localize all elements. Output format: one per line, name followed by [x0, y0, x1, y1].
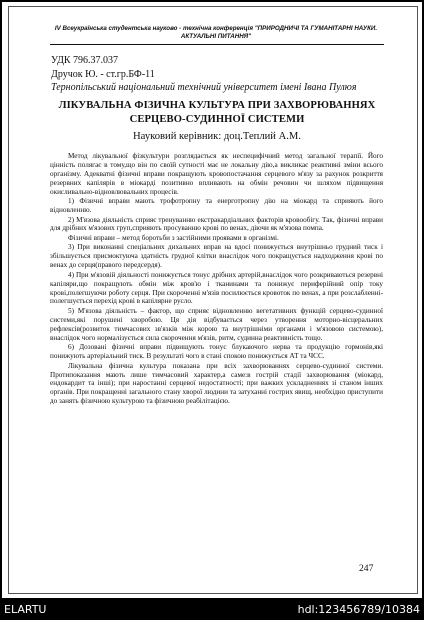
article-body: [50, 152, 383, 407]
conference-header-line1: IV Всеукраїнська студентська науково - технічна конференція "ПРИРОДНИЧІ ТА ГУМАНІТАРНІ НАУКИ.: [54, 25, 378, 32]
paragraph: 2) М'язова діяльність сприяє тренуванню екстракардіальних факторів кровообігу. Так, фізичні вправи для дрібних м'язових груп,сприяють просуванню крові по венах, діючи як м'язова помпа.: [50, 215, 383, 233]
header-divider: [50, 44, 384, 45]
repository-name: ELARTU: [4, 603, 47, 616]
document-viewer[interactable]: [2, 2, 422, 598]
handle-identifier: hdl:123456789/10384: [297, 603, 420, 616]
status-bar: [0, 600, 424, 620]
conference-header: [48, 25, 384, 41]
paragraph: 3) При виконанні спеціальних дихальних вправ на вдосі понижується внутрішньо грудний тиск і збільшується присмоктуюча здатність грудної клітки внаслідок чого покращується надходження крові по венах до серця(правого передсердя).: [50, 243, 383, 270]
paragraph: 4) При м'язовій діяльності понижується тонус дрібних артерій,внаслідок чого розкриваються резервні капіляри,що покращують обмін між кров'ю і тканинами та понижує периферійний опір току крові,полегшуючи роботу серця. При скороченні м'язів посилюється кровоток по венах, а при розслабленні-полегшується перехід крові в капілярне русло.: [50, 270, 383, 306]
university-line: Тернопільський національний технічний університет імені Івана Пулюя: [51, 82, 357, 93]
paragraph: 6) Дозовані фізичні вправи підвищують тонус блукаючого нерва та продукцію гормонів,які понижують артеріальний тиск. В результаті чого в стані спокою понижується АТ та ЧСС.: [50, 343, 383, 361]
paragraph: 5) М'язова діяльність – фактор, що сприяє відновленню вегетативних функцій серцево-судинної системи,які порушені хворобою. Ця дія відбувається через утворення моторно-вісцеральних рефлексів(розвиток тимчасових зв'язків між корою та внутрішніми органами і м'язовою системою), внаслідок чого нормалізується сила скорочення м'язів, ритм, судинна реактивність тощо.: [50, 306, 383, 342]
paragraph: 1) Фізичні вправи мають трофотропну та енерготропну дію на міокард та сприяють його відновленню.: [50, 197, 383, 215]
page-number: 247: [359, 563, 374, 574]
paragraph: Лікувальна фізична культура показана при всіх захворюваннях серцево-судинної системи. Протипоказання мають лише тимчасовий характер,а саме:в гострій стадії захворювання (міокард, ендокардит та інші); при наростанні серцевої недостатності; при важких ускладненнях зі станом інших органів. При покращенні загального стану хворої людини та затуханні гострих явищ, необхідно приступити до занять фізичною культурою та фізичною реабілітацією.: [50, 361, 383, 406]
paragraph: Метод лікувальної фізкультури розглядається як неспецифічний метод загальної терапії. Його цінність полягає в тому,що він по своїй сутності має не локальну дію,а викликає реактивні зміни всього організму. Адекватні фізичні вправи покращують кровопостачання серцевого м'язу за рахунок розкриття резервних капілярів в міокарді позитивно впливають на обмін речовин чи шляхом підвищення окисливально-відновлювальних процесів.: [50, 152, 383, 196]
udc-code: УДК 796.37.037: [51, 55, 119, 66]
supervisor-line: Науковий керівник: доц.Теплий А.М.: [133, 131, 301, 142]
conference-header-line2: АКТУАЛЬНІ ПИТАННЯ": [180, 33, 252, 40]
paragraph: Фізичні вправи – метод боротьби з застійними проявами в організмі.: [68, 233, 279, 242]
article-title: ЛІКУВАЛЬНА ФІЗИЧНА КУЛЬТУРА ПРИ ЗАХВОРЮВАННЯХ СЕРЦЕВО-СУДИННОЇ СИСТЕМИ: [58, 100, 376, 125]
author-line: Дручок Ю. - ст.гр.БФ-11: [51, 69, 155, 80]
